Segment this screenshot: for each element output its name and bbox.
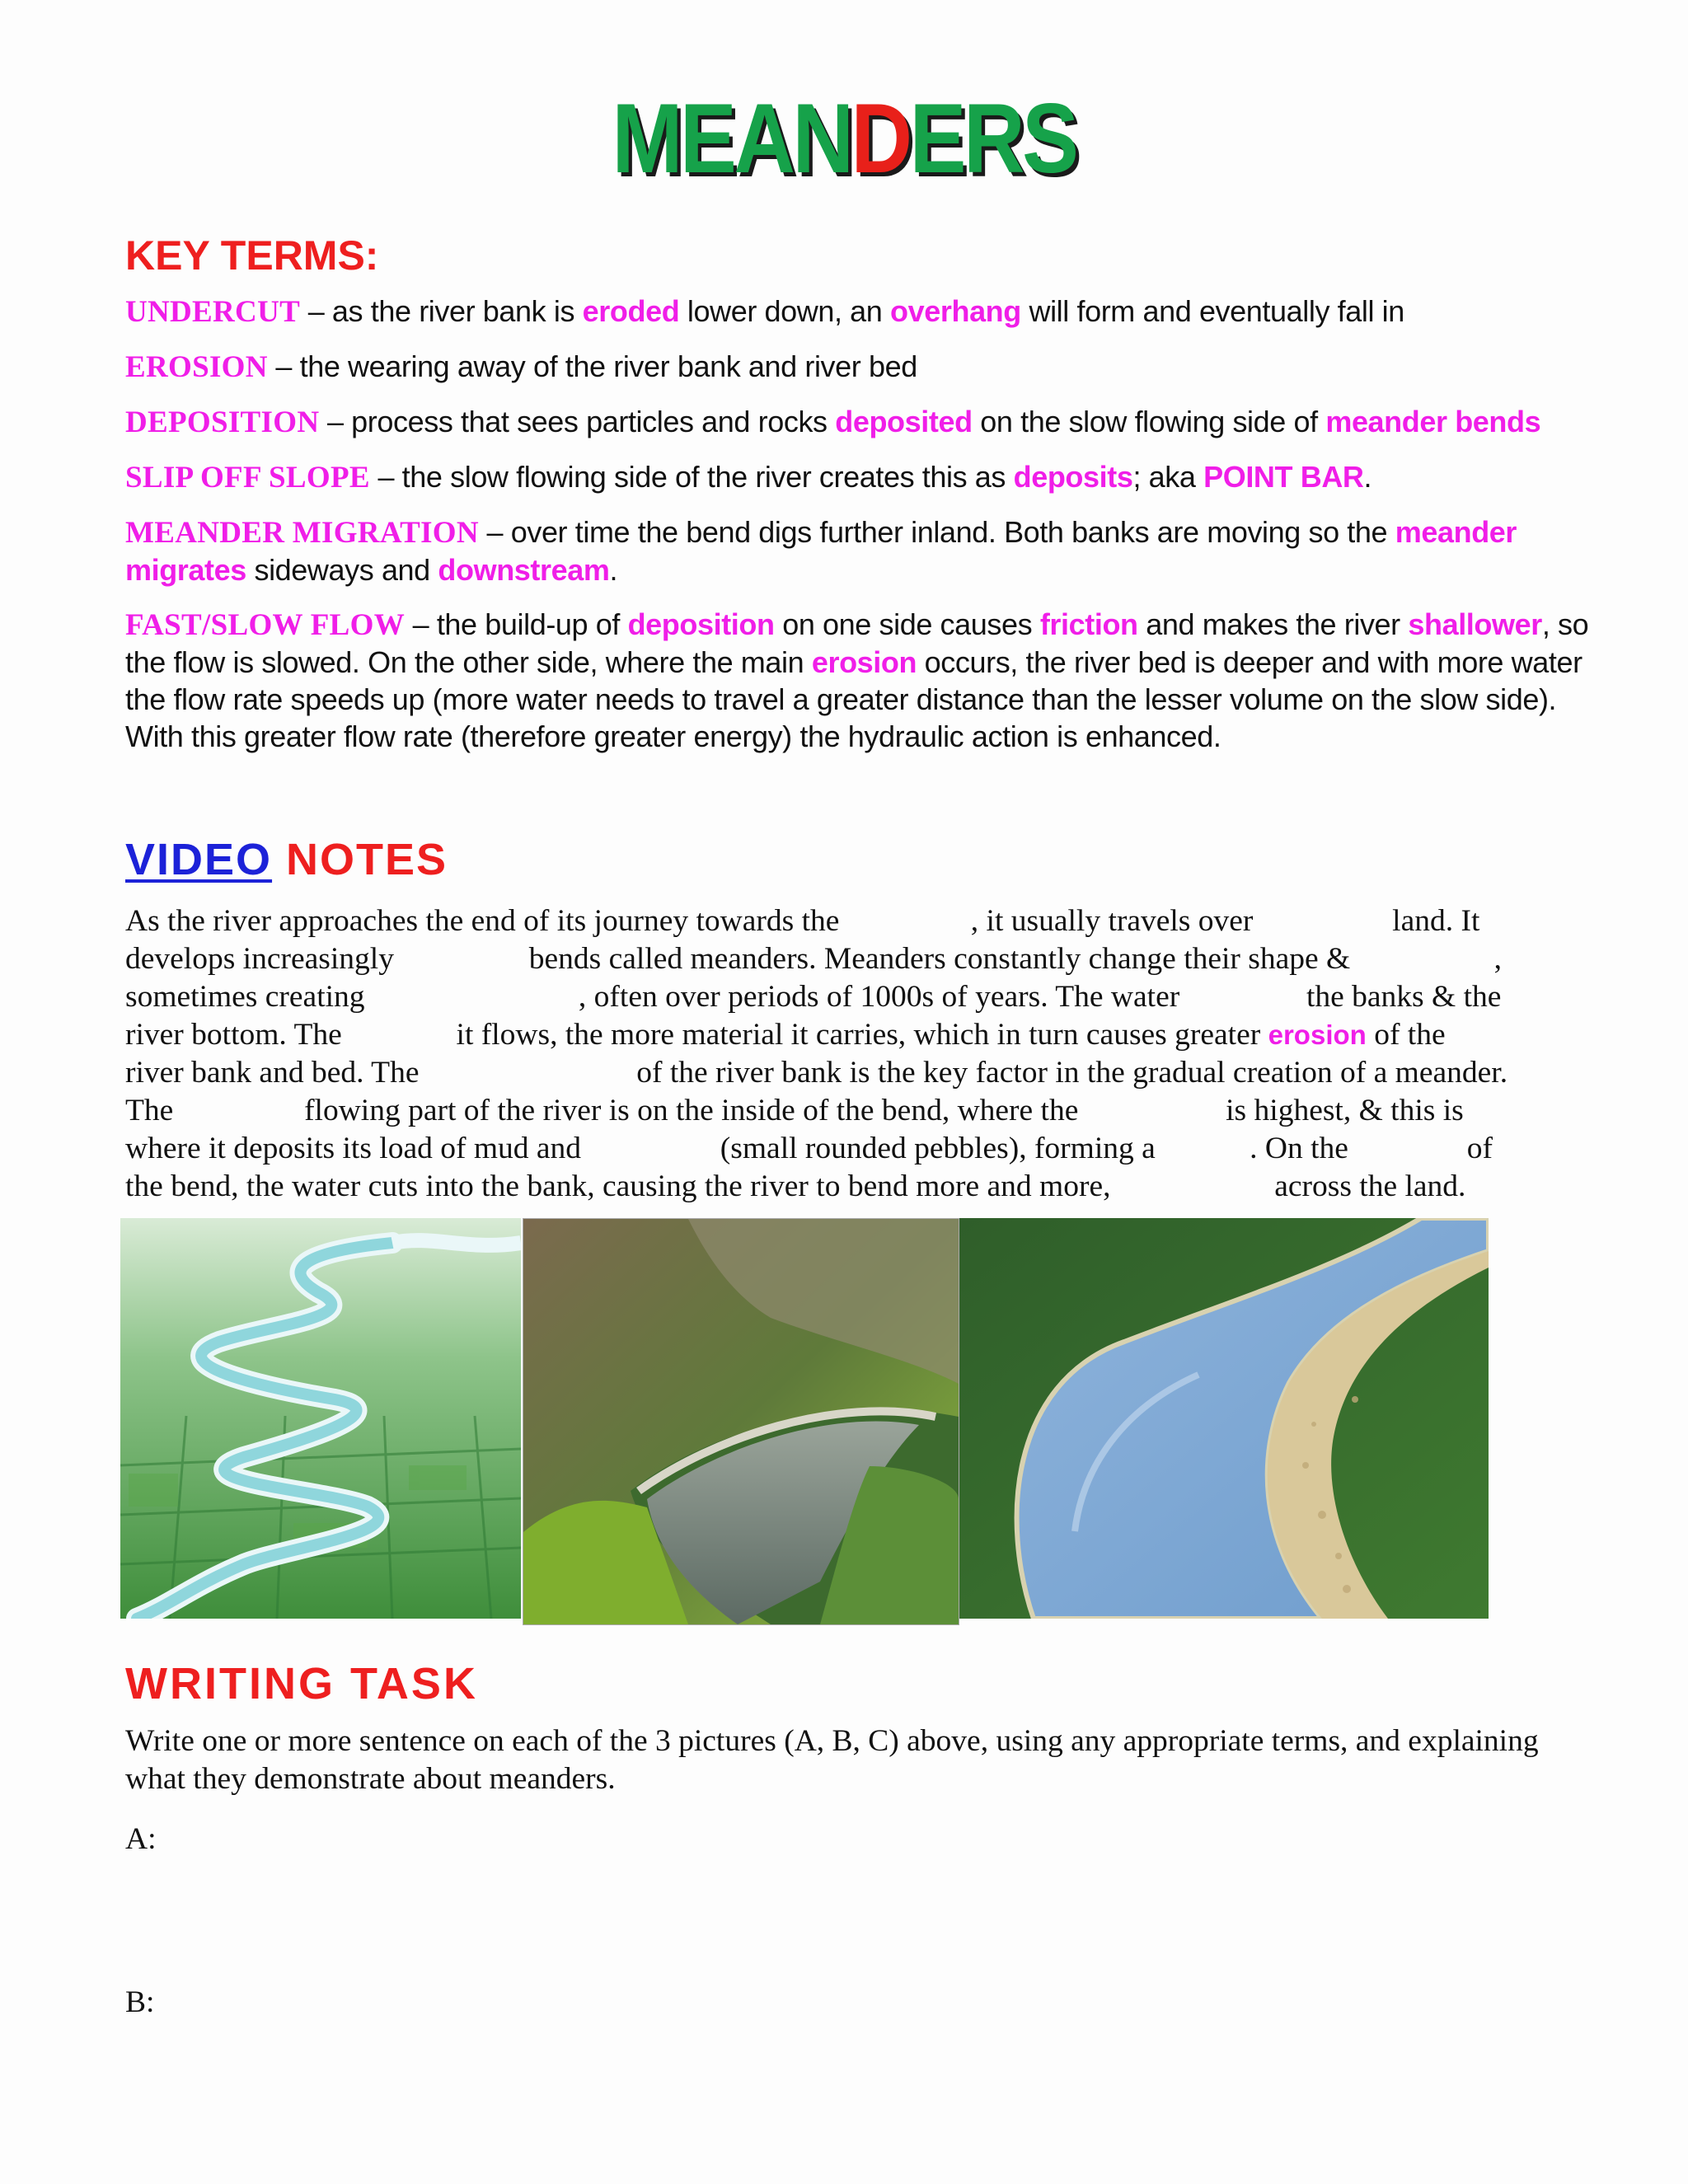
term-name: UNDERCUT	[125, 295, 301, 329]
term-text: – process that sees particles and rocks	[319, 405, 836, 438]
term-text: – the slow flowing side of the river creates this as	[369, 460, 1014, 494]
term-highlight: deposited	[835, 405, 973, 438]
writing-task-heading: WRITING TASK	[125, 1659, 478, 1708]
notes-text: . On the	[1250, 1132, 1357, 1165]
term-highlight: shallower	[1408, 607, 1542, 641]
notes-text: , often over periods of 1000s of years. The water	[578, 980, 1188, 1014]
term-erosion	[125, 348, 1592, 386]
page-title	[118, 81, 1569, 196]
notes-text: is highest, & this is	[1217, 1094, 1464, 1127]
writing-task-instruction: Write one or more sentence on each of the 3 pictures (A, B, C) above, using any appropriate terms, and explaining what they demonstrate about meanders.	[125, 1724, 1539, 1796]
term-highlight: meander bends	[1325, 405, 1541, 438]
notes-text: (small rounded pebbles), forming a	[712, 1132, 1164, 1165]
term-text: , so the flow is slowed. On the other side, where the main	[125, 607, 1589, 679]
term-name: MEANDER MIGRATION	[125, 516, 479, 550]
term-highlight: friction	[1039, 607, 1138, 641]
title-part-2: D	[851, 83, 910, 194]
notes-text: , it usually travels over	[970, 904, 1261, 938]
notes-text: sometimes creating	[125, 980, 373, 1014]
term-name: SLIP OFF SLOPE	[125, 461, 370, 494]
term-fast-slow-flow	[125, 606, 1592, 755]
answer-b-label: B:	[125, 1985, 155, 2019]
notes-text: of the river bank is the key factor in the gradual creation of a meander.	[628, 1056, 1508, 1090]
notes-text: across the land.	[1266, 1169, 1466, 1203]
term-slip-off-slope	[125, 458, 1592, 496]
video-notes-text	[125, 902, 1584, 1206]
notes-text: The	[125, 1094, 181, 1127]
term-highlight: POINT BAR	[1203, 460, 1364, 494]
notes-line	[125, 940, 1584, 978]
term-highlight: meander migrates	[125, 515, 1517, 587]
term-undercut	[125, 293, 1592, 330]
notes-text: the bend, the water cuts into the bank, causing the river to bend more and more,	[125, 1169, 1118, 1203]
term-text: on one side causes	[774, 607, 1040, 641]
photo-c-image	[959, 1218, 1489, 1619]
term-text: ; aka	[1132, 460, 1204, 494]
notes-line	[125, 1130, 1584, 1168]
notes-line	[125, 1092, 1584, 1130]
notes-text: the banks & the	[1298, 980, 1502, 1014]
photo-b-image	[523, 1219, 959, 1624]
video-heading-word: VIDEO	[125, 835, 273, 884]
term-text: .	[609, 553, 618, 587]
notes-text: land. It	[1384, 904, 1480, 938]
term-text: – as the river bank is	[300, 294, 583, 328]
notes-highlight: erosion	[1268, 1019, 1367, 1050]
term-text: – over time the bend digs further inland. Both banks are moving so the	[478, 515, 1395, 549]
notes-text: bends called meanders. Meanders constantly change their shape &	[521, 942, 1358, 976]
term-meander-migration	[125, 513, 1592, 588]
term-text: .	[1363, 460, 1372, 494]
notes-text: it flows, the more material it carries, which in turn causes greater	[448, 1018, 1268, 1052]
notes-line	[125, 1054, 1584, 1092]
term-name: DEPOSITION	[125, 405, 320, 439]
notes-text: river bottom. The	[125, 1018, 350, 1052]
answer-a-label: A:	[125, 1822, 157, 1856]
term-highlight: deposition	[627, 607, 775, 641]
key-terms-heading: KEY TERMS:	[125, 232, 379, 279]
notes-text: ,	[1493, 942, 1502, 976]
notes-text: of the	[1366, 1018, 1446, 1052]
term-highlight: erosion	[811, 645, 917, 679]
term-highlight: downstream	[438, 553, 610, 587]
notes-text: river bank and bed. The	[125, 1056, 427, 1090]
term-highlight: overhang	[890, 294, 1021, 328]
notes-line	[125, 1016, 1584, 1054]
term-name: EROSION	[125, 350, 268, 384]
notes-text: develops increasingly	[125, 942, 402, 976]
term-deposition	[125, 403, 1592, 441]
term-text: lower down, an	[679, 294, 891, 328]
notes-text: As the river approaches the end of its journey towards the	[125, 904, 847, 938]
term-text: and makes the river	[1137, 607, 1409, 641]
video-notes-heading	[125, 832, 448, 887]
photo-a	[120, 1218, 521, 1619]
title-part-1: MEAN	[612, 83, 851, 194]
key-terms-list	[125, 293, 1592, 772]
notes-heading-word: NOTES	[272, 835, 448, 884]
notes-text: flowing part of the river is on the inside of the bend, where the	[296, 1094, 1086, 1127]
photo-b	[523, 1218, 959, 1625]
title-part-3: ERS	[909, 83, 1076, 194]
notes-text: where it deposits its load of mud and	[125, 1132, 589, 1165]
term-text: sideways and	[246, 553, 438, 587]
notes-line	[125, 978, 1584, 1016]
term-text: on the slow flowing side of	[972, 405, 1326, 438]
notes-text: of	[1459, 1132, 1493, 1165]
notes-line	[125, 902, 1584, 940]
term-text: occurs, the river bed is deeper and with more water the flow rate speeds up (more water needs to travel a greater distance than the lesser volume on the slow side). With this greater flow rate (therefore greater energy) the hydraulic action is enhanced.	[125, 645, 1582, 753]
term-name: FAST/SLOW FLOW	[125, 608, 405, 642]
term-highlight: eroded	[582, 294, 680, 328]
term-text: will form and eventually fall in	[1020, 294, 1404, 328]
term-highlight: deposits	[1013, 460, 1133, 494]
photo-a-image	[120, 1218, 521, 1619]
term-text: – the build-up of	[405, 607, 628, 641]
photo-c	[959, 1218, 1489, 1619]
term-text: – the wearing away of the river bank and river bed	[267, 349, 917, 383]
notes-line	[125, 1168, 1584, 1206]
